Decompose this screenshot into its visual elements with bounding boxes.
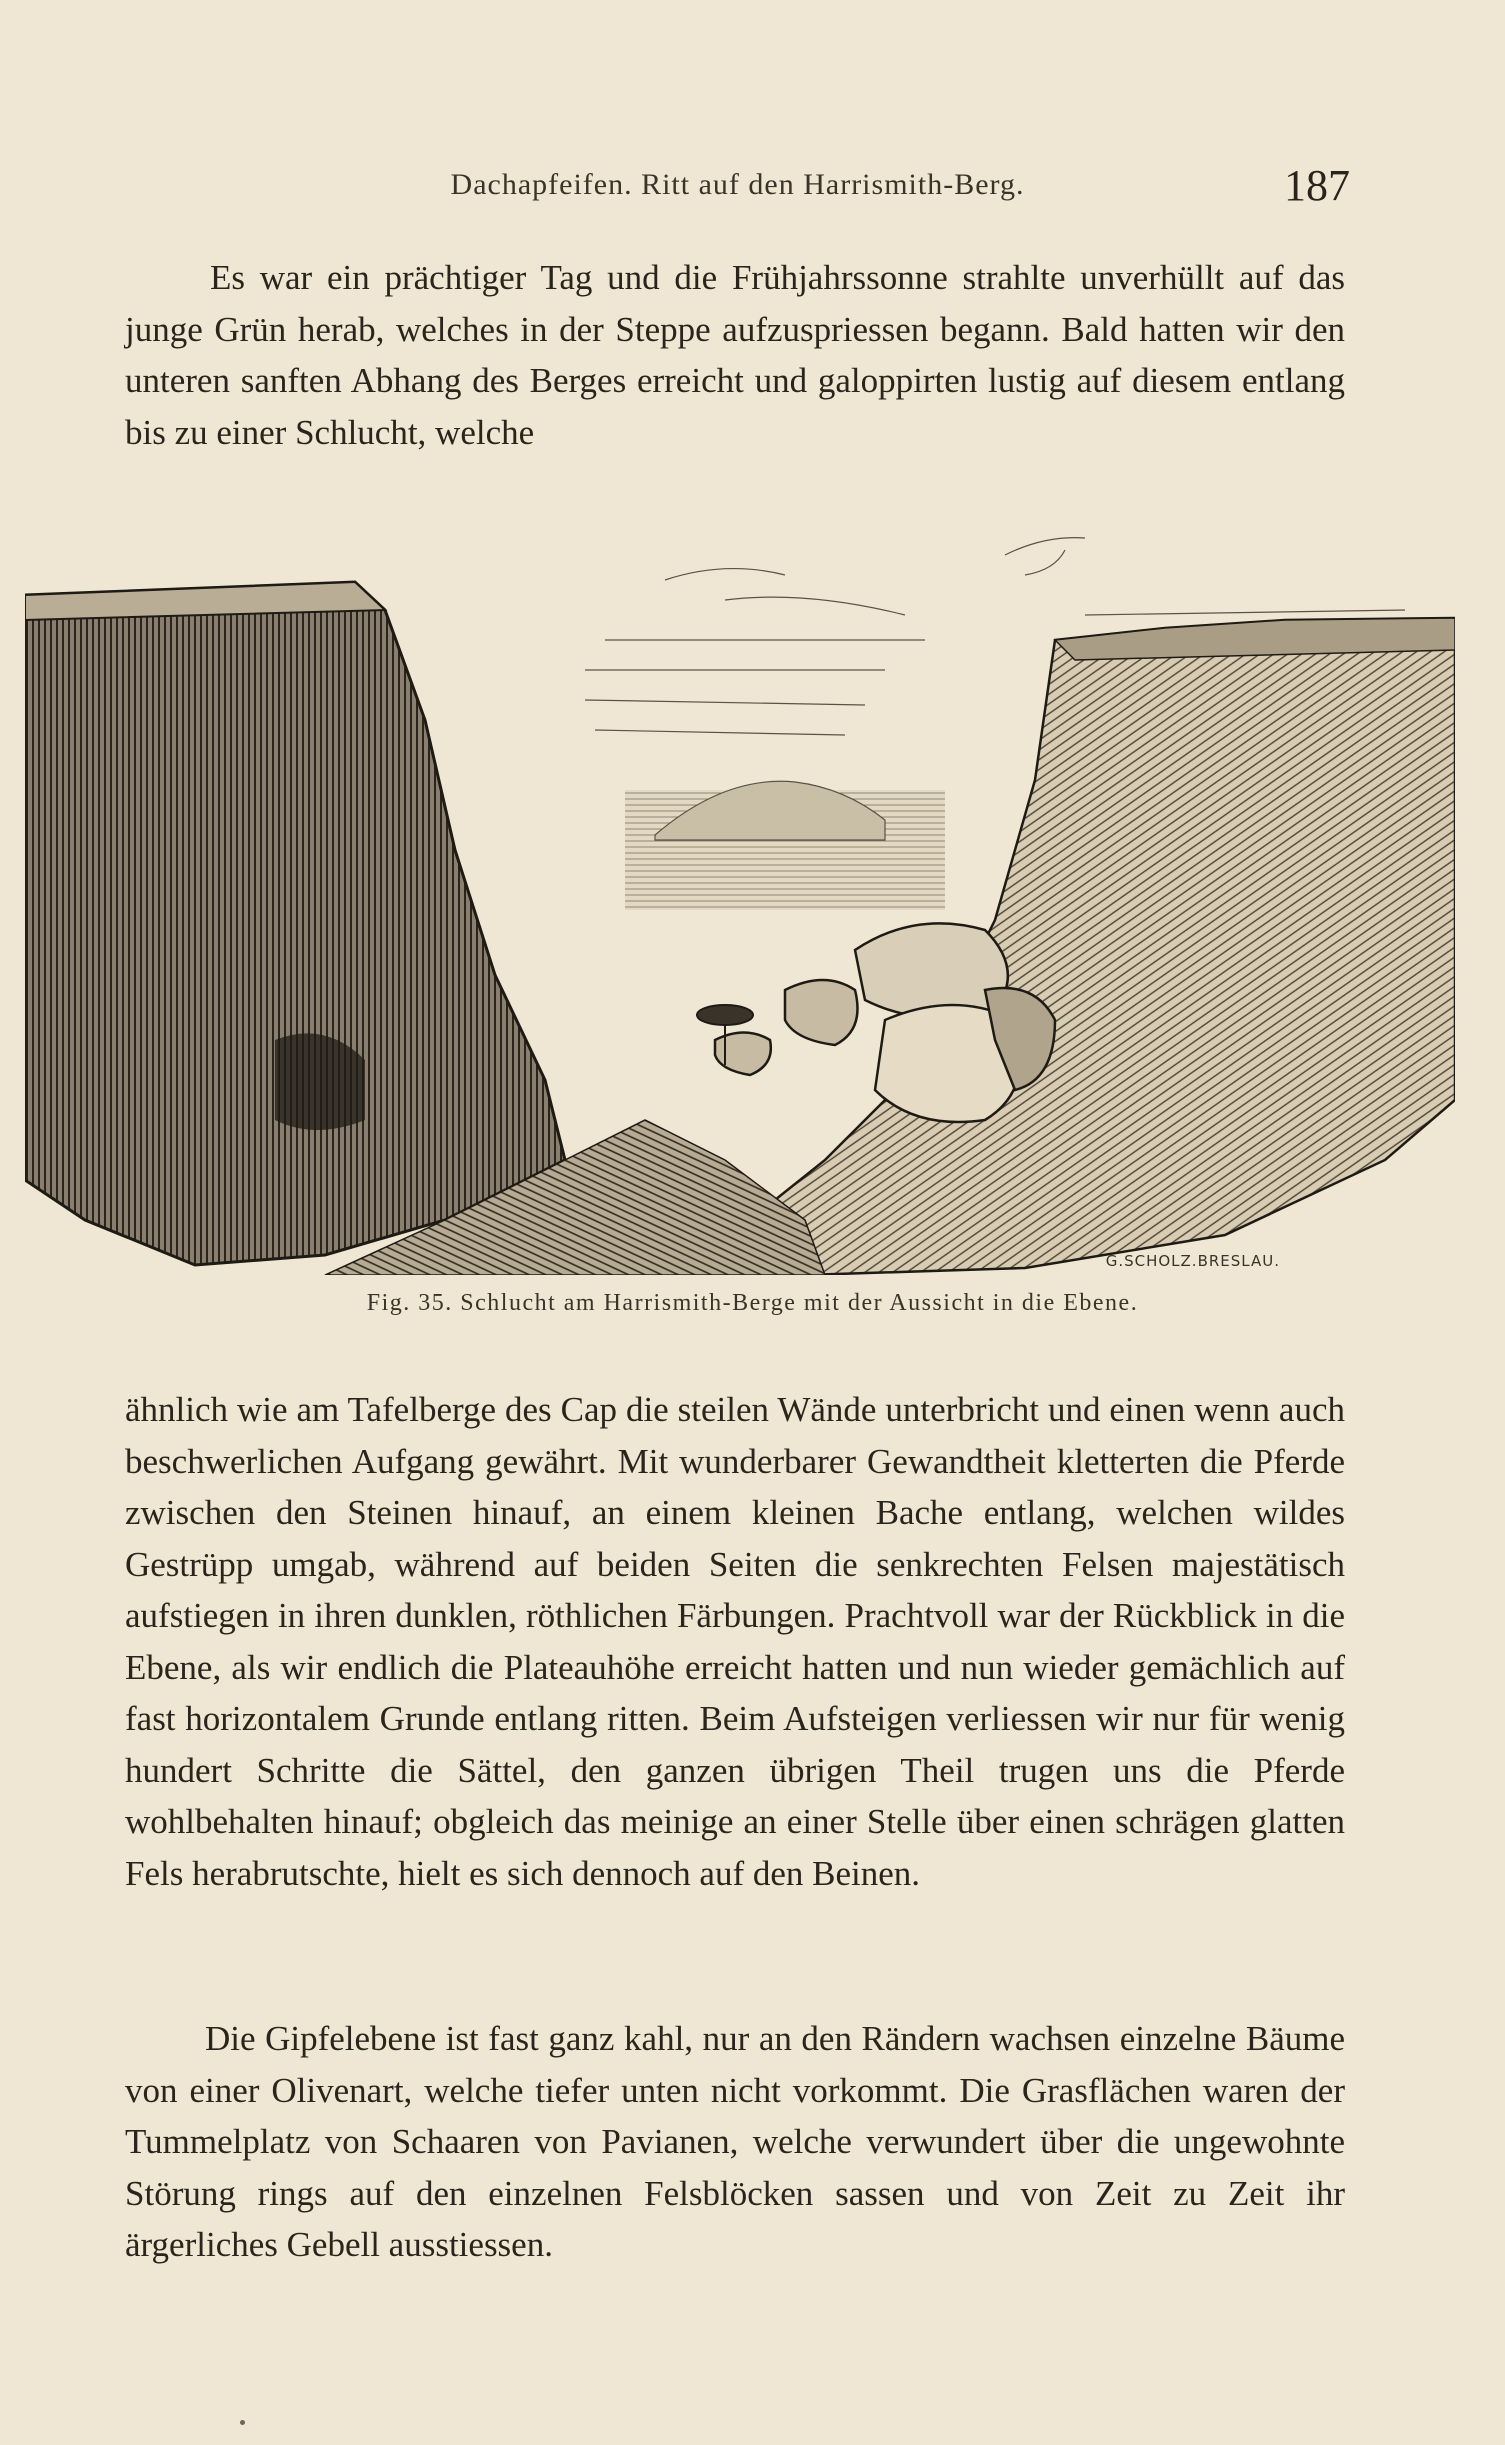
left-cliff bbox=[25, 582, 565, 1265]
paragraph-2: ähnlich wie am Tafelberge des Cap die steilen Wände unterbricht und einen wenn auch beschwerlichen Aufgang gewährt. Mit wunderbarer Gewandtheit kletterten die Pferde zwischen den Steinen hinauf, an einem kleinen Bache entlang, welchen wildes Gestrüpp umgab, während auf beiden Seiten die senkrechten Felsen majestätisch aufstiegen in ihren dunklen, röthlichen Färbungen. Prachtvoll war der Rückblick in die Ebene, als wir endlich die Plateauhöhe erreicht hatten und nun wieder gemächlich auf fast horizontalem Grunde entlang ritten. Beim Aufsteigen verliessen wir nur für wenig hundert Schritte die Sättel, den ganzen übrigen Theil trugen uns die Pferde wohlbehalten hinauf; obgleich das meinige an einer Stelle über einen schrägen glatten Fels herabrutschte, hielt es sich dennoch auf den Beinen. bbox=[125, 1390, 1345, 1893]
running-title: Dachapfeifen. Ritt auf den Harrismith-Berg. bbox=[450, 168, 1025, 201]
paragraph-3: Die Gipfelebene ist fast ganz kahl, nur an den Rändern wachsen einzelne Bäume von einer Olivenart, welche tiefer unten nicht vorkommt. Die Grasflächen waren der Tummelplatz von Schaaren von Pavianen, welche verwundert über die ungewohnte Störung rings auf den einzelnen Felsblöcken sassen und von Zeit zu Zeit ihr ärgerliches Gebell ausstiessen. bbox=[125, 2019, 1345, 2264]
right-slope bbox=[725, 618, 1455, 1275]
page-number: 187 bbox=[1284, 161, 1350, 210]
page-header bbox=[125, 160, 1350, 220]
figure-illustration bbox=[25, 520, 1455, 1275]
figure-caption: Fig. 35. Schlucht am Harrismith-Berge mit der Aussicht in die Ebene. bbox=[366, 1290, 1139, 1316]
engraver-signature: G.SCHOLZ.BRESLAU. bbox=[1105, 1252, 1280, 1270]
paragraph-1: Es war ein prächtiger Tag und die Frühjahrssonne strahlte unverhüllt auf das junge Grün herab, welches in der Steppe aufzuspriessen begann. Bald hatten wir den unteren sanften Abhang des Berges erreicht und galoppirten lustig auf diesem entlang bis zu einer Schlucht, welche bbox=[125, 258, 1345, 452]
paper-speck bbox=[240, 2420, 245, 2425]
engraving-ravine bbox=[25, 520, 1455, 1275]
